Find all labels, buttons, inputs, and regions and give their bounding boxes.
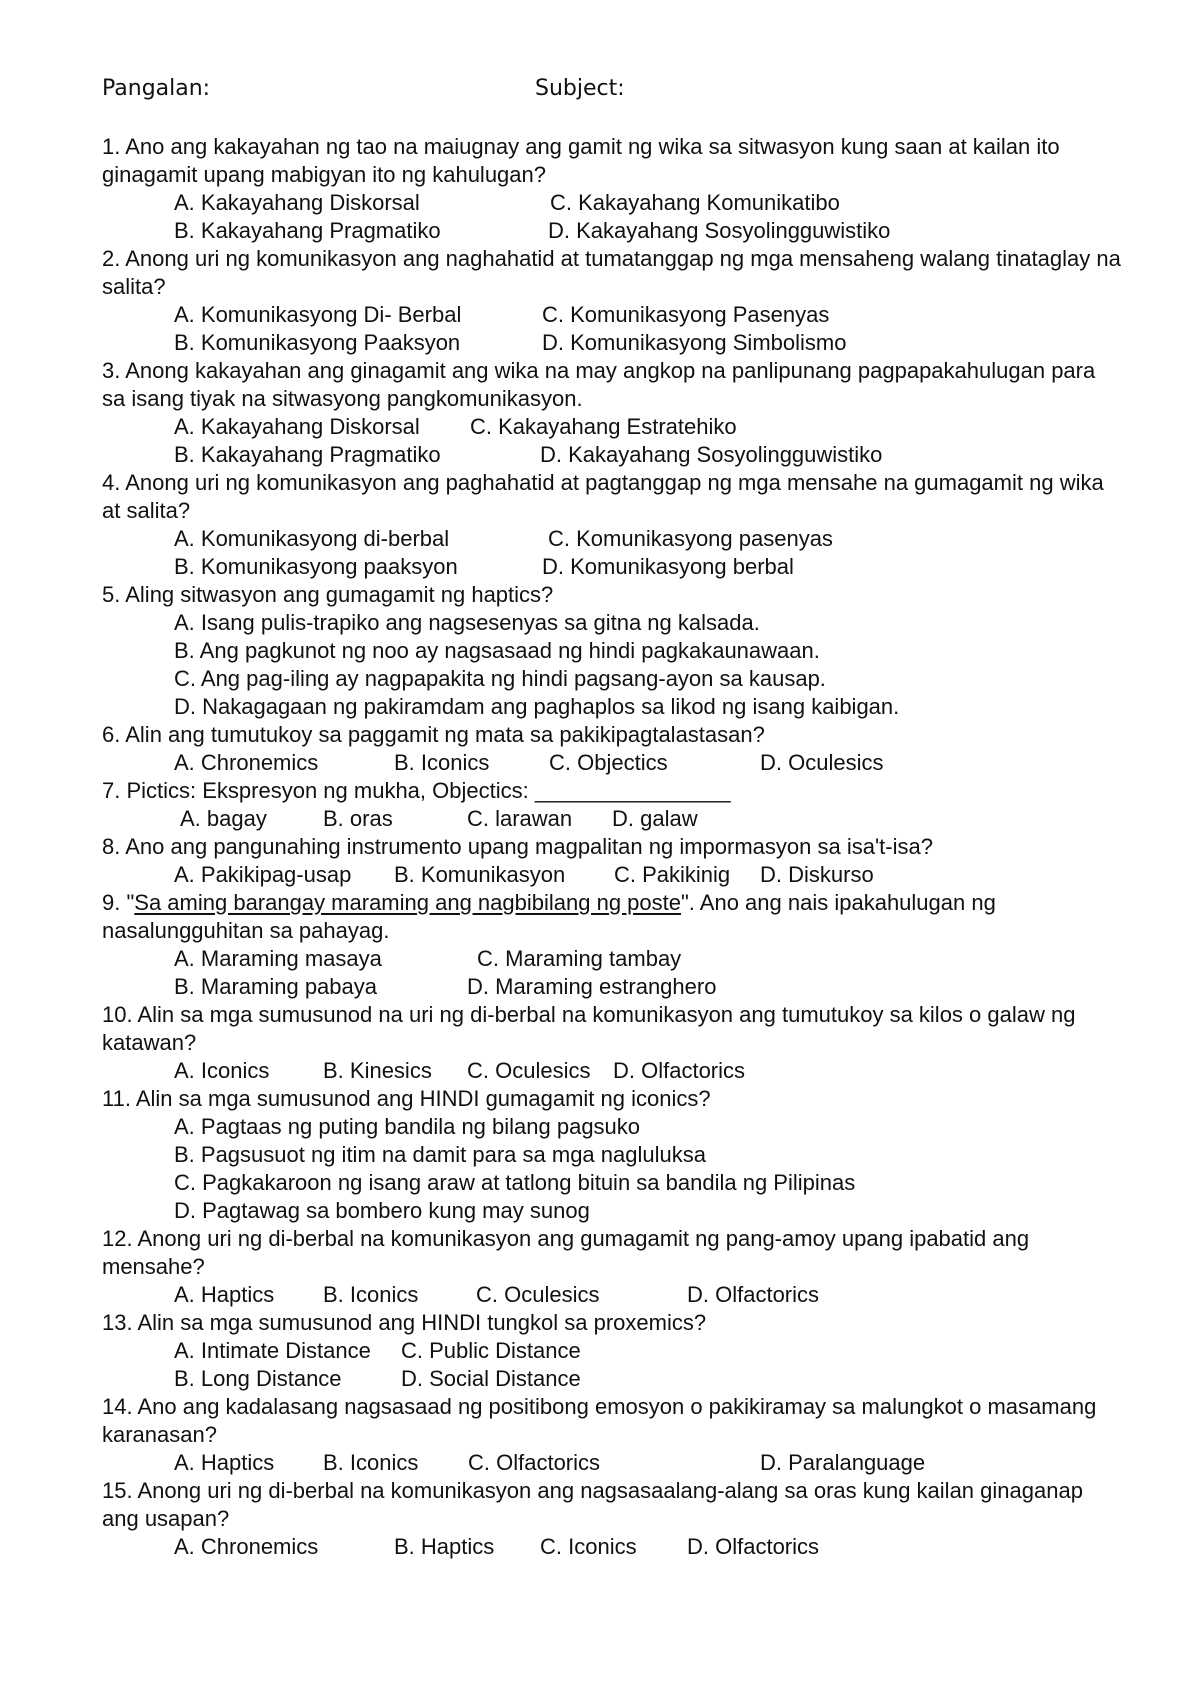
choice-b: B. Komunikasyong paaksyon bbox=[174, 554, 458, 579]
choice-c: C. Maraming tambay bbox=[477, 946, 682, 971]
choice-c: C. Pakikinig bbox=[614, 862, 731, 887]
choice-a: A. Haptics bbox=[174, 1450, 275, 1475]
choice-row bbox=[102, 1449, 1122, 1477]
choice-a: A. Kakayahang Diskorsal bbox=[174, 190, 420, 215]
choice-d: D. Maraming estranghero bbox=[467, 974, 717, 999]
question-text: 3. Anong kakayahan ang ginagamit ang wika na may angkop na panlipunang pagpapakahulugan para sa isang tiyak na sitwasyong pangkomunikasyon. bbox=[102, 358, 1096, 411]
name-label: Pangalan: bbox=[102, 76, 211, 101]
choice-row bbox=[102, 1337, 1122, 1365]
choice-d: D. Komunikasyong Simbolismo bbox=[542, 330, 847, 355]
choice-a: A. Maraming masaya bbox=[174, 946, 382, 971]
choice-c: C. Pagkakaroon ng isang araw at tatlong bituin sa bandila ng Pilipinas bbox=[174, 1170, 856, 1195]
choice-a: A. Chronemics bbox=[174, 1534, 319, 1559]
choice-row bbox=[102, 553, 1122, 581]
choice-b: B. Ang pagkunot ng noo ay nagsasaad ng hindi pagkakaunawaan. bbox=[174, 638, 820, 663]
choice-d: D. Komunikasyong berbal bbox=[542, 554, 794, 579]
question-text: 4. Anong uri ng komunikasyon ang paghahatid at pagtanggap ng mga mensahe na gumagamit ng wika at salita? bbox=[102, 470, 1104, 523]
question-item bbox=[102, 1001, 1122, 1085]
choice-c: C. Public Distance bbox=[401, 1338, 581, 1363]
choice-c: C. Oculesics bbox=[476, 1282, 600, 1307]
choice-row bbox=[102, 301, 1122, 329]
choice-c: C. Ang pag-iling ay nagpapakita ng hindi pagsang-ayon sa kausap. bbox=[174, 666, 826, 691]
choice-c: C. Iconics bbox=[540, 1534, 637, 1559]
choice-b: B. Iconics bbox=[323, 1282, 419, 1307]
choice-d: D. Olfactorics bbox=[687, 1282, 820, 1307]
choice-a: A. Kakayahang Diskorsal bbox=[174, 414, 420, 439]
question-item bbox=[102, 833, 1122, 889]
choice-row bbox=[102, 413, 1122, 441]
choice-row bbox=[102, 805, 1122, 833]
question-item bbox=[102, 889, 1122, 1001]
question-text: 12. Anong uri ng di-berbal na komunikasyon ang gumagamit ng pang-amoy upang ipabatid ang mensahe? bbox=[102, 1226, 1030, 1279]
question-text bbox=[102, 889, 1122, 945]
question-text: 10. Alin sa mga sumusunod na uri ng di-berbal na komunikasyon ang tumutukoy sa kilos o galaw ng katawan? bbox=[102, 1002, 1076, 1055]
choice-d: D. Nakagagaan ng pakiramdam ang paghaplos sa likod ng isang kaibigan. bbox=[174, 694, 900, 719]
question-item bbox=[102, 1477, 1122, 1561]
choice-d: D. Diskurso bbox=[760, 862, 874, 887]
choice-row bbox=[102, 945, 1122, 973]
question-item bbox=[102, 1309, 1122, 1393]
choice-d: D. Oculesics bbox=[760, 750, 884, 775]
choice-a: A. Iconics bbox=[174, 1058, 270, 1083]
question-text: 14. Ano ang kadalasang nagsasaad ng positibong emosyon o pakikiramay sa malungkot o masamang karanasan? bbox=[102, 1394, 1097, 1447]
choice-row bbox=[102, 861, 1122, 889]
choice-a: A. Haptics bbox=[174, 1282, 275, 1307]
choice-d: D. galaw bbox=[612, 806, 698, 831]
choice-row bbox=[102, 441, 1122, 469]
subject-label: Subject: bbox=[535, 76, 625, 101]
choice-d: D. Olfactorics bbox=[687, 1534, 820, 1559]
choice-row bbox=[102, 189, 1122, 217]
choice-d: D. Kakayahang Sosyolingguwistiko bbox=[540, 442, 883, 467]
choice-c: C. Komunikasyong pasenyas bbox=[548, 526, 833, 551]
choice-a: A. Komunikasyong di-berbal bbox=[174, 526, 450, 551]
choice-d: D. Olfactorics bbox=[613, 1058, 746, 1083]
question-list bbox=[102, 133, 1122, 1561]
choice-d: D. Kakayahang Sosyolingguwistiko bbox=[548, 218, 891, 243]
choice-a: A. Isang pulis-trapiko ang nagsesenyas sa gitna ng kalsada. bbox=[174, 610, 760, 635]
choice-row bbox=[102, 525, 1122, 553]
choice-c: C. larawan bbox=[467, 806, 573, 831]
choice-b: B. Haptics bbox=[394, 1534, 495, 1559]
question-text: 11. Alin sa mga sumusunod ang HINDI gumagamit ng iconics? bbox=[102, 1086, 711, 1111]
question-item bbox=[102, 1085, 1122, 1225]
question-item bbox=[102, 777, 1122, 833]
choice-d: D. Pagtawag sa bombero kung may sunog bbox=[174, 1198, 590, 1223]
choice-b: B. Iconics bbox=[394, 750, 490, 775]
choice-a: A. bagay bbox=[180, 806, 267, 831]
question-item bbox=[102, 581, 1122, 721]
choice-c: C. Olfactorics bbox=[468, 1450, 601, 1475]
question-text: 13. Alin sa mga sumusunod ang HINDI tungkol sa proxemics? bbox=[102, 1310, 707, 1335]
underlined-phrase: Sa aming barangay maraming ang nagbibilang ng poste bbox=[134, 890, 681, 915]
question-text: 7. Pictics: Ekspresyon ng mukha, Objectics: ________________ bbox=[102, 778, 731, 803]
question-prefix: 9. " bbox=[102, 890, 135, 915]
choice-b: B. Pagsusuot ng itim na damit para sa mga nagluluksa bbox=[174, 1142, 706, 1167]
choice-b: B. Komunikasyon bbox=[394, 862, 566, 887]
choice-b: B. oras bbox=[323, 806, 393, 831]
question-text: 6. Alin ang tumutukoy sa paggamit ng mata sa pakikipagtalastasan? bbox=[102, 722, 765, 747]
question-item bbox=[102, 357, 1122, 469]
question-item bbox=[102, 1225, 1122, 1309]
choice-c: C. Kakayahang Estratehiko bbox=[470, 414, 737, 439]
question-item bbox=[102, 721, 1122, 777]
question-suffix: ". Ano ang nais ipakahulugan ng nasalungguhitan sa pahayag. bbox=[102, 890, 996, 943]
choice-a: A. Pagtaas ng puting bandila ng bilang pagsuko bbox=[174, 1114, 641, 1139]
choice-c: C. Komunikasyong Pasenyas bbox=[542, 302, 830, 327]
question-item bbox=[102, 133, 1122, 245]
question-item bbox=[102, 1393, 1122, 1477]
choice-row bbox=[102, 1281, 1122, 1309]
choice-c: C. Objectics bbox=[549, 750, 668, 775]
question-text: 2. Anong uri ng komunikasyon ang naghahatid at tumatanggap ng mga mensaheng walang tinataglay na salita? bbox=[102, 246, 1121, 299]
choice-c: C. Kakayahang Komunikatibo bbox=[550, 190, 840, 215]
question-item bbox=[102, 245, 1122, 357]
choice-row bbox=[102, 217, 1122, 245]
choice-row bbox=[102, 1057, 1122, 1085]
choice-d: D. Social Distance bbox=[401, 1366, 581, 1391]
choice-a: A. Intimate Distance bbox=[174, 1338, 371, 1363]
choice-c: C. Oculesics bbox=[467, 1058, 591, 1083]
choice-b: B. Kakayahang Pragmatiko bbox=[174, 218, 441, 243]
choice-a: A. Pakikipag-usap bbox=[174, 862, 352, 887]
question-text: 8. Ano ang pangunahing instrumento upang magpalitan ng impormasyon sa isa't-isa? bbox=[102, 834, 933, 859]
question-text: 15. Anong uri ng di-berbal na komunikasyon ang nagsasaalang-alang sa oras kung kailan ginaganap ang usapan? bbox=[102, 1478, 1083, 1531]
choice-b: B. Kakayahang Pragmatiko bbox=[174, 442, 441, 467]
question-item bbox=[102, 469, 1122, 581]
question-text: 1. Ano ang kakayahan ng tao na maiugnay ang gamit ng wika sa sitwasyon kung saan at kailan ito ginagamit upang mabigyan ito ng kahulugan? bbox=[102, 134, 1060, 187]
choice-row bbox=[102, 973, 1122, 1001]
choice-b: B. Maraming pabaya bbox=[174, 974, 377, 999]
choice-row bbox=[102, 749, 1122, 777]
choice-a: A. Komunikasyong Di- Berbal bbox=[174, 302, 462, 327]
choice-row bbox=[102, 1365, 1122, 1393]
choice-a: A. Chronemics bbox=[174, 750, 319, 775]
choice-b: B. Komunikasyong Paaksyon bbox=[174, 330, 461, 355]
choice-b: B. Kinesics bbox=[323, 1058, 432, 1083]
worksheet-header bbox=[102, 76, 1102, 112]
choice-d: D. Paralanguage bbox=[760, 1450, 926, 1475]
choice-row bbox=[102, 1533, 1122, 1561]
choice-b: B. Iconics bbox=[323, 1450, 419, 1475]
choice-row bbox=[102, 329, 1122, 357]
choice-b: B. Long Distance bbox=[174, 1366, 342, 1391]
question-text: 5. Aling sitwasyon ang gumagamit ng haptics? bbox=[102, 582, 554, 607]
